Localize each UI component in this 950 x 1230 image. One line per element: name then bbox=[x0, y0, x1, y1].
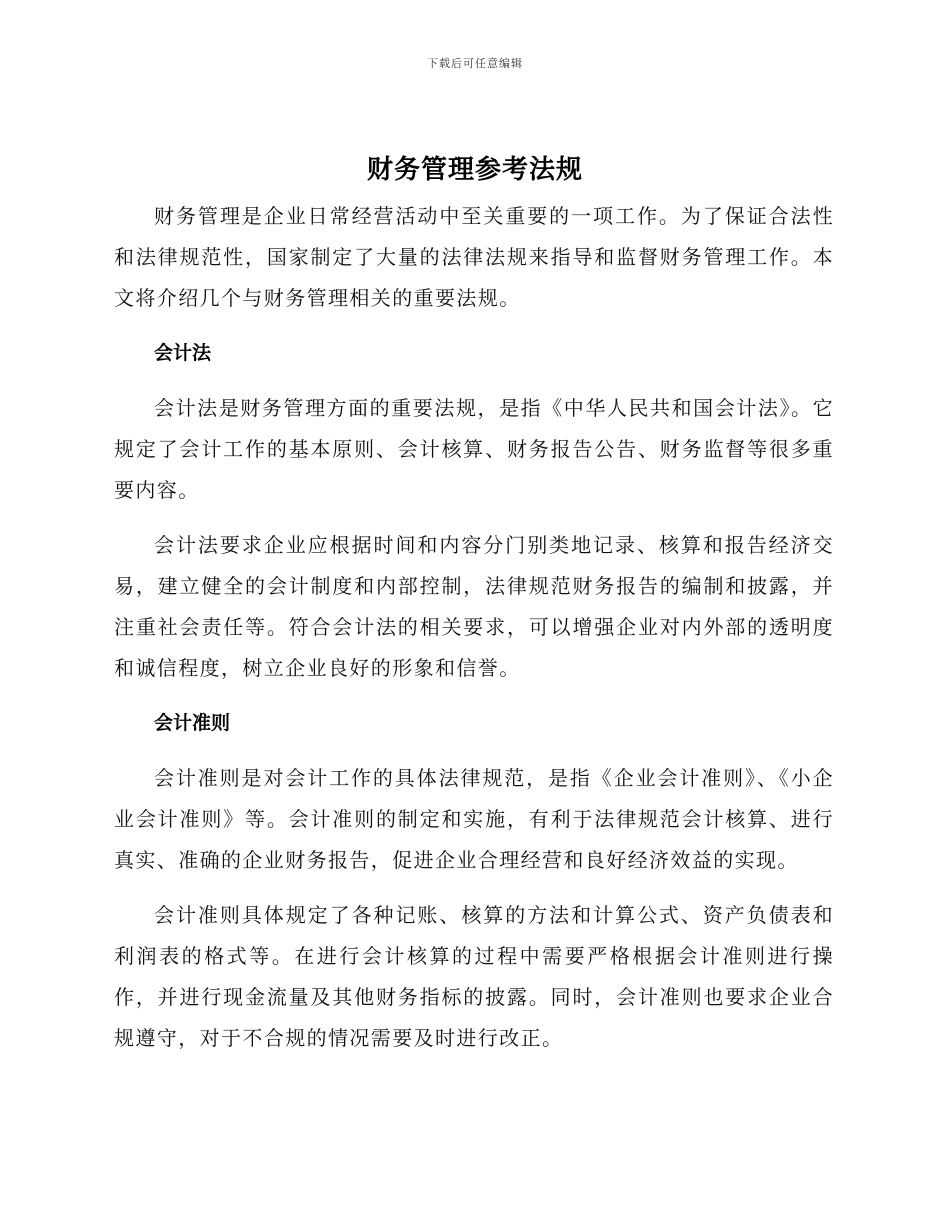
section-heading-accounting-standards: 会计准则 bbox=[154, 712, 231, 734]
accounting-law-paragraph-2: 会计法要求企业应根据时间和内容分门别类地记录、核算和报告经济交易，建立健全的会计制度和内部控制，法律规范财务报告的编制和披露，并注重社会责任等。符合会计法的相关要求，可以增强企业对内外部的透明度和诚信程度，树立企业良好的形象和信誉。 bbox=[114, 533, 834, 680]
accounting-standards-paragraph-2: 会计准则具体规定了各种记账、核算的方法和计算公式、资产负债表和利润表的格式等。在进行会计核算的过程中需要严格根据会计准则进行操作，并进行现金流量及其他财务指标的披露。同时，会计准则也要求企业合规遵守，对于不合规的情况需要及时进行改正。 bbox=[114, 903, 834, 1050]
document-title: 财务管理参考法规 bbox=[366, 155, 583, 185]
section-heading-accounting-law: 会计法 bbox=[154, 342, 212, 364]
document-body bbox=[114, 196, 834, 1059]
header-note: 下载后可任意编辑 bbox=[427, 57, 523, 70]
accounting-standards-paragraph-1: 会计准则是对会计工作的具体法律规范，是指《企业会计准则》、《小企业会计准则》等。会计准则的制定和实施，有利于法律规范会计核算、进行真实、准确的企业财务报告，促进企业合理经营和良好经济效益的实现。 bbox=[114, 766, 834, 872]
accounting-law-paragraph-1: 会计法是财务管理方面的重要法规，是指《中华人民共和国会计法》。它规定了会计工作的基本原则、会计核算、财务报告公告、财务监督等很多重要内容。 bbox=[114, 396, 834, 502]
intro-paragraph: 财务管理是企业日常经营活动中至关重要的一项工作。为了保证合法性和法律规范性，国家制定了大量的法律法规来指导和监督财务管理工作。本文将介绍几个与财务管理相关的重要法规。 bbox=[114, 204, 834, 310]
